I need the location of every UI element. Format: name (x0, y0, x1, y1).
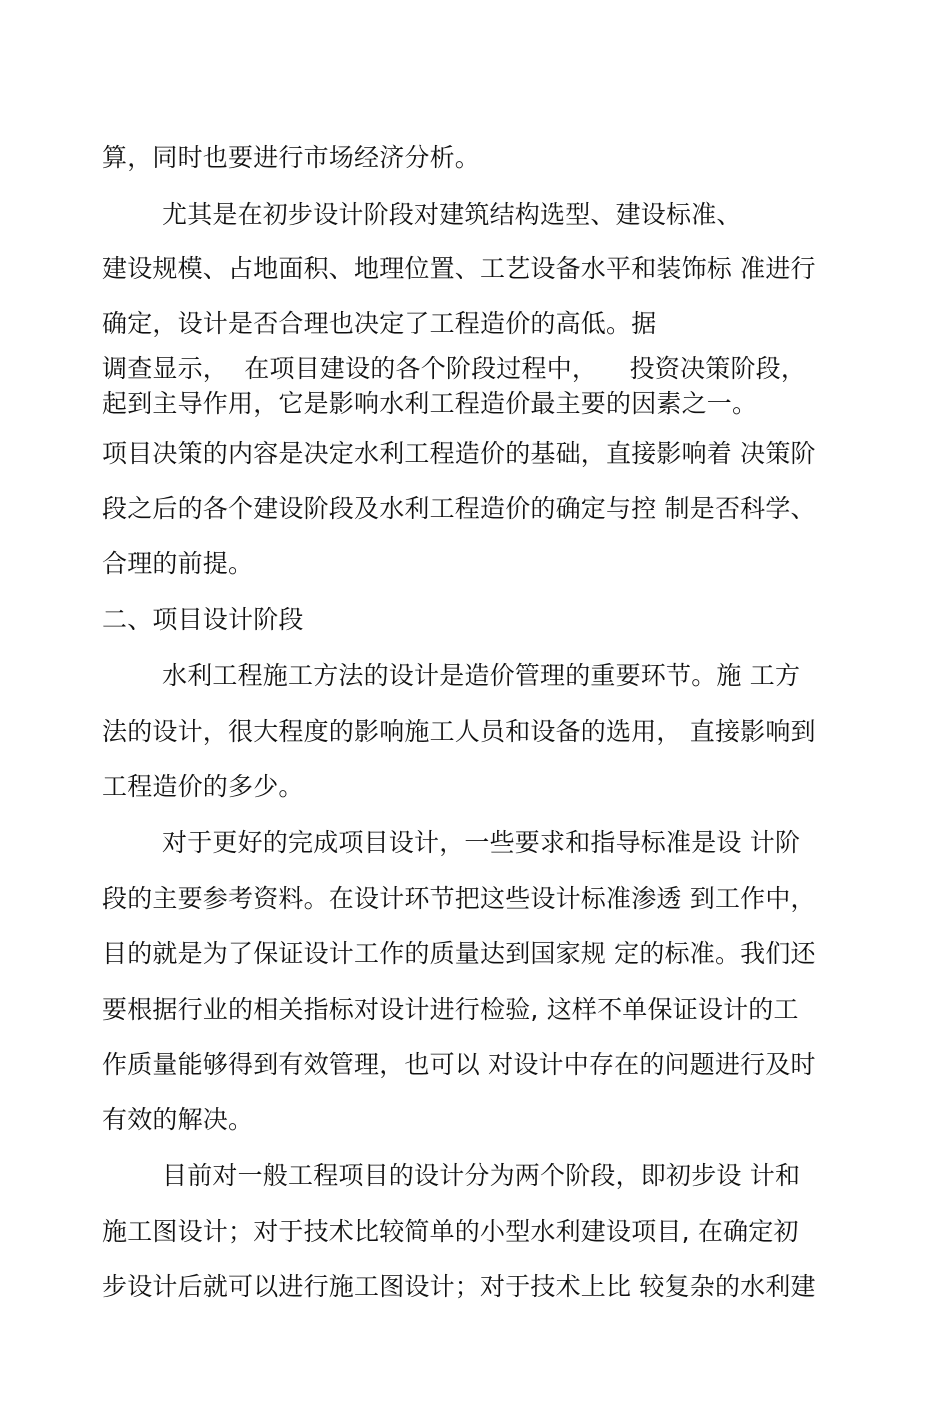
text-line: 要根据行业的相关指标对设计进行检验, 这样不单保证设计的工 (102, 995, 799, 1024)
text-line: 目的就是为了保证设计工作的质量达到国家规 定的标准。我们还 (102, 939, 816, 968)
text-line: 段之后的各个建设阶段及水利工程造价的确定与控 制是否科学、 (102, 494, 816, 523)
text-line: 施工图设计；对于技术比较简单的小型水利建设项目, 在确定初 (102, 1217, 799, 1246)
text-line: 步设计后就可以进行施工图设计；对于技术上比 较复杂的水利建 (102, 1272, 816, 1301)
text-line: 确定，设计是否合理也决定了工程造价的高低。据 (102, 309, 657, 338)
text-line: 水利工程施工方法的设计是造价管理的重要环节。施 工方 (162, 661, 801, 690)
text-line: 工程造价的多少。 (102, 772, 304, 801)
text-line: 尤其是在初步设计阶段对建筑结构选型、建设标准、 (162, 200, 742, 229)
text-line: 法的设计，很大程度的影响施工人员和设备的选用， 直接影响到 (102, 717, 816, 746)
section-heading: 二、项目设计阶段 (102, 605, 304, 634)
text-line: 项目决策的内容是决定水利工程造价的基础，直接影响着 决策阶 (102, 439, 816, 468)
text-line: 目前对一般工程项目的设计分为两个阶段，即初步设 计和 (162, 1161, 801, 1190)
text-line: 起到主导作用，它是影响水利工程造价最主要的因素之一。 (102, 389, 758, 418)
text-line: 对于更好的完成项目设计，一些要求和指导标准是设 计阶 (162, 828, 801, 857)
text-line: 建设规模、占地面积、地理位置、工艺设备水平和装饰标 准进行 (102, 254, 816, 283)
text-line: 段的主要参考资料。在设计环节把这些设计标准渗透 到工作中， (102, 884, 816, 913)
text-line: 有效的解决。 (102, 1105, 254, 1134)
text-line: 合理的前提。 (102, 549, 254, 578)
text-line: 算，同时也要进行市场经济分析。 (102, 143, 481, 172)
text-line: 作质量能够得到有效管理，也可以 对设计中存在的问题进行及时 (102, 1050, 816, 1079)
text-line: 调查显示， 在项目建设的各个阶段过程中， 投资决策阶段， (102, 354, 807, 383)
